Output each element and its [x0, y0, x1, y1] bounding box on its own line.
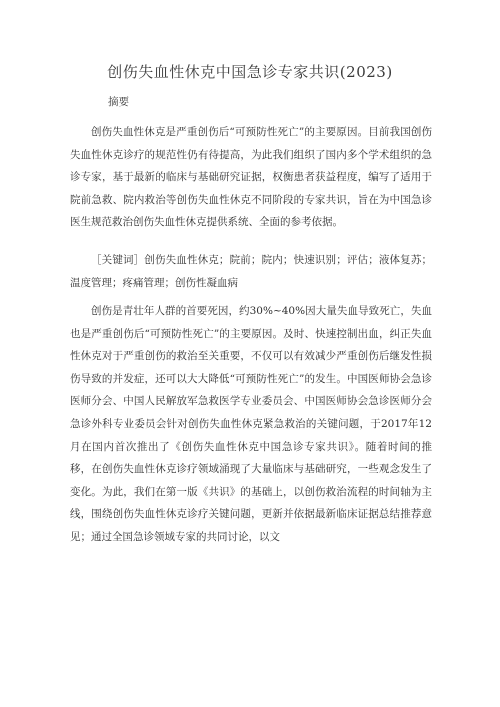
keywords-paragraph: ［关键词］创伤失血性休克；院前；院内；快速识别；评估；液体复苏；温度管理；疼痛管理；创伤性凝血病: [70, 254, 432, 289]
abstract-paragraph: 创伤失血性休克是严重创伤后“可预防性死亡”的主要原因。目前我国创伤失血性休克诊疗的规范性仍有待提高，为此我们组织了国内多个学术组织的急诊专家，基于最新的临床与基础研究证据，权衡患者获益程度，编写了适用于院前急救、院内救治等创伤失血性休克不同阶段的专家共识，旨在为中国急诊医生规范救治创伤失血性休克提供系统、全面的参考依据。: [70, 126, 432, 229]
abstract-label: 摘要: [108, 96, 129, 108]
body-paragraph: 创伤是青壮年人群的首要死因，约30%~40%因大量失血导致死亡，失血也是严重创伤后“可预防性死亡”的主要原因。及时、快速控制出血，纠正失血性休克对于严重创伤的救治至关重要，不仅可以有效减少严重创伤后继发性损伤导致的并发症，还可以大大降低“可预防性死亡”的发生。中国医师协会急诊医师分会、中国人民解放军急救医学专业委员会、中国医师协会急诊医师分会急诊外科专业委员会针对创伤失血性休克紧急救治的关键问题，于2017年12月在国内首次推出了《创伤失血性休克中国急诊专家共识》。随着时间的推移，在创伤失血性休克诊疗领域涌现了大量临床与基础研究，一些观念发生了变化。为此，我们在第一版《共识》的基础上，以创伤救治流程的时间轴为主线，围绕创伤失血性休克诊疗关键问题，更新并依据最新临床证据总结推荐意见；通过全国急诊领域专家的共同讨论，以文: [70, 305, 432, 543]
document-title: 创伤失血性休克中国急诊专家共识(2023): [107, 63, 393, 81]
